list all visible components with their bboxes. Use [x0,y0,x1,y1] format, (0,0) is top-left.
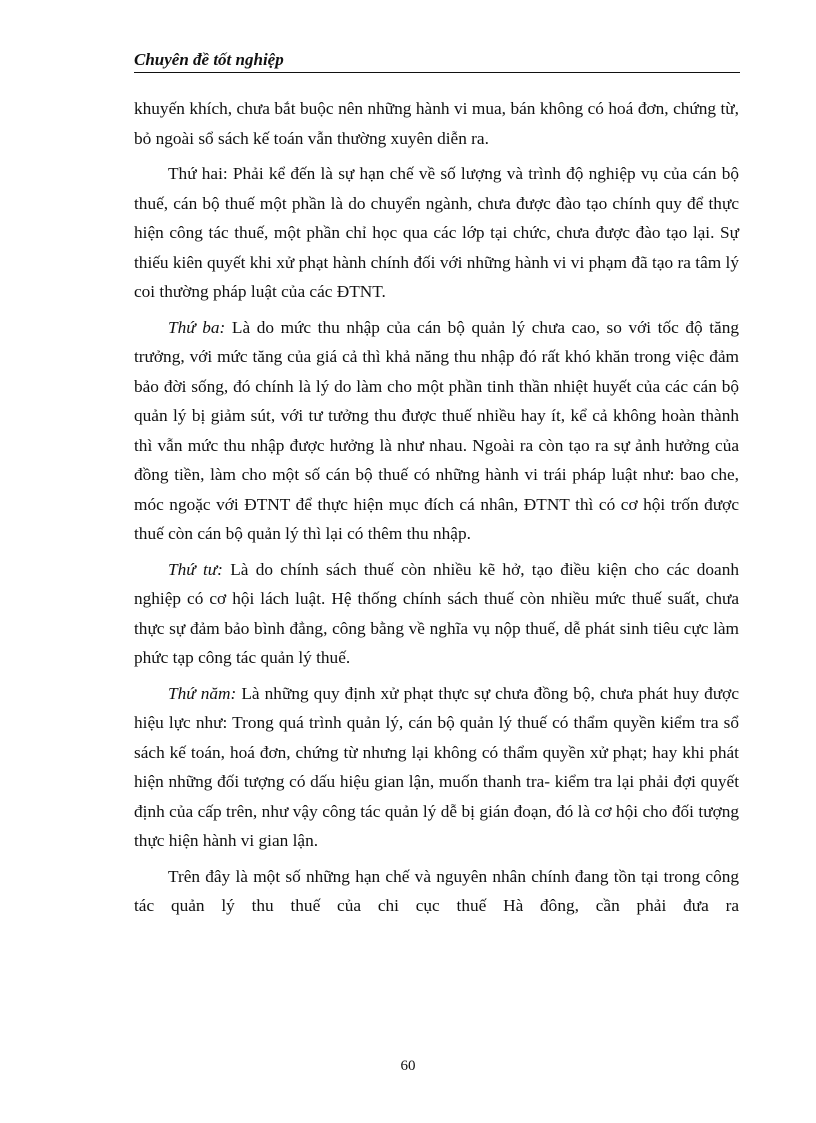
paragraph-text: Trên đây là một số những hạn chế và nguyên nhân chính đang tồn tại trong công tác quản lý thu thuế của chi cục thuế Hà đông, cần phải đưa ra [134,866,739,915]
paragraph-text: khuyến khích, chưa bắt buộc nên những hành vi mua, bán không có hoá đơn, chứng từ, bỏ ngoài sổ sách kế toán vẫn thường xuyên diễn ra. [134,99,739,148]
paragraph-continuation [134,94,739,153]
paragraph-text: Là do mức thu nhập của cán bộ quản lý chưa cao, so với tốc độ tăng trưởng, với mức tăng của giá cả thì khả năng thu nhập đó rất khó khăn trong việc đảm bảo đời sống, đó chính là lý do làm cho một phần tinh thần nhiệt huyết của các cán bộ quản lý bị giảm sút, với tư tưởng thu được thuế nhiều hay ít, kể cả không hoàn thành thì vẫn mức thu nhập được hưởng là như nhau. Ngoài ra còn tạo ra sự ảnh hưởng của đồng tiền, làm cho một số cán bộ thuế có những hành vi trái pháp luật như: bao che, móc ngoặc với ĐTNT để thực hiện mục đích cá nhân, ĐTNT thì có cơ hội trốn được thuế còn cán bộ quản lý thì lại có thêm thu nhập. [134,317,739,543]
paragraph-thu-hai [134,159,739,307]
paragraph-thu-nam [134,679,739,856]
paragraph-lead: Thứ năm: [168,683,237,703]
paragraph-thu-ba [134,313,739,549]
page-header-title: Chuyên đề tốt nghiệp [134,50,284,69]
paragraph-summary [134,862,739,921]
paragraph-text: Là do chính sách thuế còn nhiều kẽ hở, tạo điều kiện cho các doanh nghiệp có cơ hội lách luật. Hệ thống chính sách thuế còn nhiều mức thuế suất, chưa thực sự đảm bảo bình đẳng, công bằng về nghĩa vụ nộp thuế, dễ phát sinh tiêu cực làm phức tạp công tác quản lý thuế. [134,559,739,667]
paragraph-text: Là những quy định xử phạt thực sự chưa đồng bộ, chưa phát huy được hiệu lực như: Trong quá trình quản lý, cán bộ quản lý thuế có thẩm quyền kiểm tra sổ sách kế toán, hoá đơn, chứng từ nhưng lại không có thẩm quyền xử phạt; hay khi phát hiện những đối tượng có dấu hiệu gian lận, muốn thanh tra- kiểm tra lại phải đợi quyết định của cấp trên, như vậy công tác quản lý dễ bị gián đoạn, đó là cơ hội cho đối tượng thực hiện hành vi gian lận. [134,683,739,850]
header-divider [134,72,740,73]
paragraph-lead: Thứ ba: [168,317,226,337]
paragraph-text: Thứ hai: Phải kể đến là sự hạn chế về số lượng và trình độ nghiệp vụ của cán bộ thuế, cán bộ thuế một phần là do chuyển ngành, chưa được đào tạo chính quy để thực hiện công tác thuế, một phần chỉ học qua các lớp tại chức, chưa được đào tạo lại. Sự thiếu kiên quyết khi xử phạt hành chính đối với những hành vi vi phạm đã tạo ra tâm lý coi thường pháp luật của các ĐTNT. [134,164,739,301]
paragraph-lead: Thứ tư: [168,559,223,579]
paragraph-thu-tu [134,555,739,673]
page-number: 60 [400,1058,416,1074]
body-text [134,94,739,921]
